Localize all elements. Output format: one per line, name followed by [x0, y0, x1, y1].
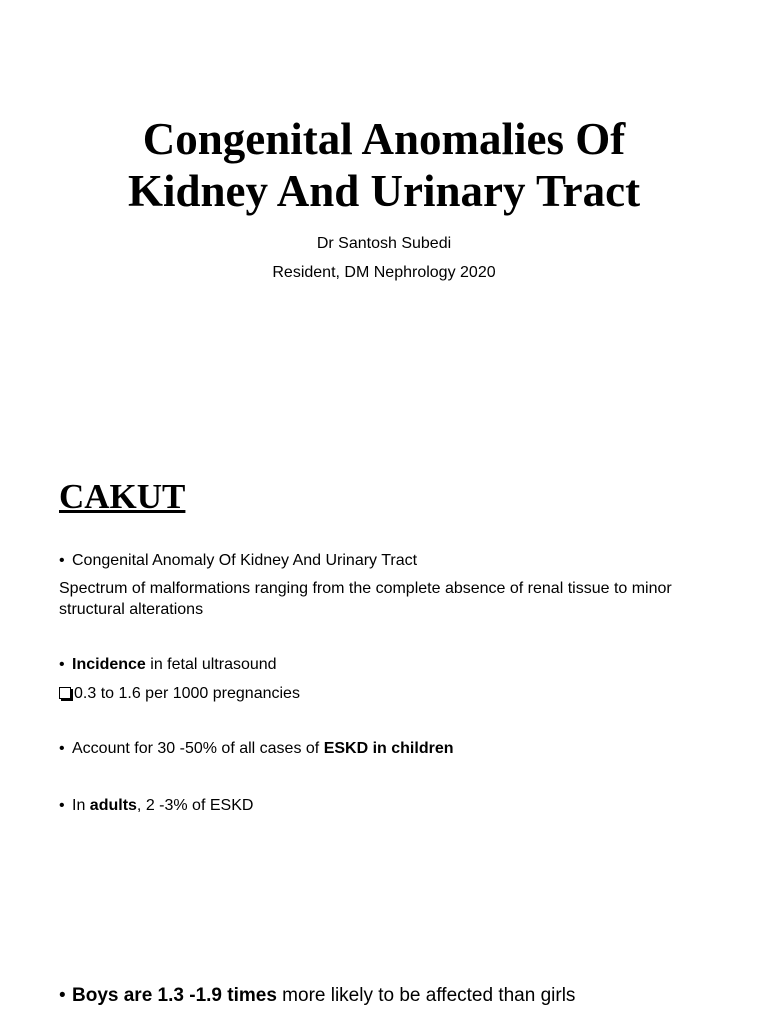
definition-description: Spectrum of malformations ranging from the complete absence of renal tissue to minor structural alterations [59, 580, 672, 618]
incidence-value: 0.3 to 1.6 per 1000 pregnancies [74, 685, 300, 702]
definition-text: Congenital Anomaly Of Kidney And Urinary Tract [72, 552, 418, 569]
bullet-sex-ratio [59, 984, 575, 1008]
checkbox-bullet-icon [59, 687, 71, 699]
title-slide [0, 0, 768, 440]
incidence-subitem [59, 683, 300, 704]
bullet-marker: • [59, 985, 66, 1006]
incidence-text: in fetal ultrasound [145, 656, 277, 673]
adults-emphasis: adults [89, 797, 137, 814]
bullet-eskd-children [59, 738, 453, 759]
bullet-adults [59, 795, 253, 816]
sex-ratio-text: more likely to be affected than girls [276, 985, 576, 1006]
adults-text: , 2 -3% of ESKD [136, 797, 254, 814]
adults-prefix: In [72, 797, 90, 814]
presenter-info [0, 229, 768, 287]
incidence-label: Incidence [72, 656, 146, 673]
bullet-marker: • [59, 740, 65, 757]
bullet-incidence [59, 654, 277, 675]
eskd-children-text: Account for 30 -50% of all cases of [72, 740, 324, 757]
bullet-marker: • [59, 552, 65, 569]
eskd-children-emphasis: ESKD in children [323, 740, 454, 757]
bullet-marker: • [59, 797, 65, 814]
author-affiliation: Resident, DM Nephrology 2020 [272, 264, 496, 281]
title-line-1: Congenital Anomalies Of [142, 114, 626, 164]
author-name: Dr Santosh Subedi [316, 235, 452, 252]
presentation-title [0, 113, 768, 217]
cakut-slide [0, 440, 768, 1024]
bullet-definition [59, 550, 417, 571]
title-line-2: Kidney And Urinary Tract [127, 166, 641, 216]
bullet-marker: • [59, 656, 65, 673]
sex-ratio-emphasis: Boys are 1.3 -1.9 times [72, 985, 277, 1006]
slide-heading: CAKUT [59, 477, 186, 516]
